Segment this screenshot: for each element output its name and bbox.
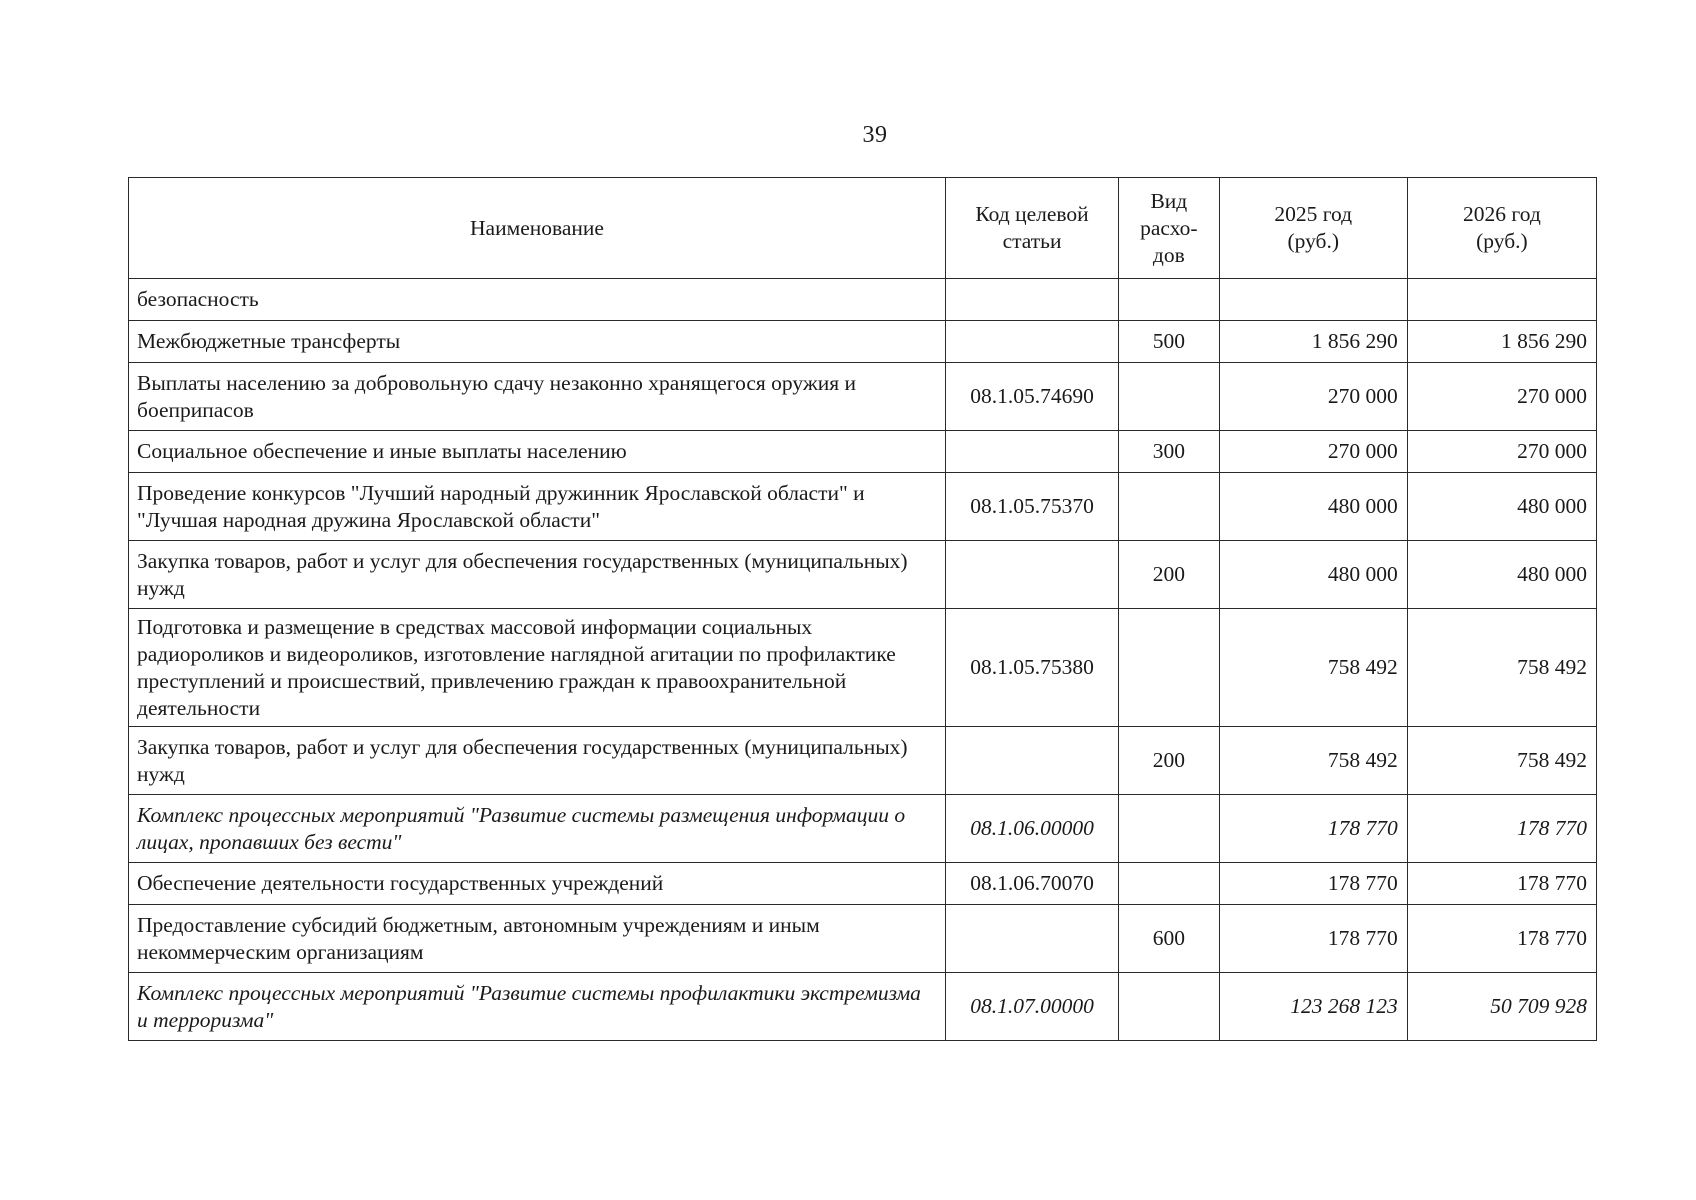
cell-expense-type bbox=[1119, 363, 1220, 431]
cell-name: Социальное обеспечение и иные выплаты населению bbox=[129, 431, 946, 473]
cell-code: 08.1.07.00000 bbox=[946, 973, 1119, 1041]
table-row bbox=[129, 431, 1597, 473]
cell-amount-2025: 758 492 bbox=[1219, 727, 1407, 795]
cell-amount-2026: 178 770 bbox=[1407, 795, 1596, 863]
cell-amount-2025: 123 268 123 bbox=[1219, 973, 1407, 1041]
table-row bbox=[129, 473, 1597, 541]
cell-expense-type bbox=[1119, 279, 1220, 321]
cell-code bbox=[946, 431, 1119, 473]
header-code: Код целевой статьи bbox=[946, 178, 1119, 279]
cell-code: 08.1.05.75380 bbox=[946, 609, 1119, 727]
cell-expense-type bbox=[1119, 473, 1220, 541]
cell-amount-2025: 270 000 bbox=[1219, 363, 1407, 431]
cell-amount-2026 bbox=[1407, 279, 1596, 321]
cell-expense-type: 500 bbox=[1119, 321, 1220, 363]
cell-code bbox=[946, 905, 1119, 973]
cell-amount-2025: 178 770 bbox=[1219, 795, 1407, 863]
cell-expense-type: 600 bbox=[1119, 905, 1220, 973]
cell-amount-2025: 178 770 bbox=[1219, 905, 1407, 973]
cell-name: Закупка товаров, работ и услуг для обеспечения государственных (муниципальных) нужд bbox=[129, 727, 946, 795]
header-2025: 2025 год (руб.) bbox=[1219, 178, 1407, 279]
cell-name: Межбюджетные трансферты bbox=[129, 321, 946, 363]
table-row bbox=[129, 863, 1597, 905]
cell-amount-2025: 480 000 bbox=[1219, 541, 1407, 609]
cell-expense-type: 200 bbox=[1119, 541, 1220, 609]
cell-name: Проведение конкурсов "Лучший народный дружинник Ярославской области" и "Лучшая народная дружина Ярославской области" bbox=[129, 473, 946, 541]
table-row bbox=[129, 321, 1597, 363]
cell-expense-type bbox=[1119, 609, 1220, 727]
table-body bbox=[129, 279, 1597, 1041]
cell-amount-2026: 480 000 bbox=[1407, 473, 1596, 541]
page-number: 39 bbox=[862, 122, 888, 148]
cell-amount-2025: 758 492 bbox=[1219, 609, 1407, 727]
cell-code bbox=[946, 279, 1119, 321]
table-row bbox=[129, 905, 1597, 973]
cell-code bbox=[946, 321, 1119, 363]
cell-amount-2025: 480 000 bbox=[1219, 473, 1407, 541]
cell-code bbox=[946, 727, 1119, 795]
cell-expense-type bbox=[1119, 795, 1220, 863]
cell-amount-2026: 270 000 bbox=[1407, 363, 1596, 431]
cell-amount-2025: 1 856 290 bbox=[1219, 321, 1407, 363]
cell-amount-2026: 178 770 bbox=[1407, 863, 1596, 905]
cell-name: безопасность bbox=[129, 279, 946, 321]
cell-amount-2026: 178 770 bbox=[1407, 905, 1596, 973]
table-row bbox=[129, 727, 1597, 795]
cell-amount-2026: 1 856 290 bbox=[1407, 321, 1596, 363]
cell-name: Предоставление субсидий бюджетным, автономным учреждениям и иным некоммерческим организациям bbox=[129, 905, 946, 973]
table-row bbox=[129, 279, 1597, 321]
cell-code: 08.1.06.70070 bbox=[946, 863, 1119, 905]
cell-expense-type: 300 bbox=[1119, 431, 1220, 473]
cell-amount-2026: 758 492 bbox=[1407, 609, 1596, 727]
cell-amount-2026: 50 709 928 bbox=[1407, 973, 1596, 1041]
header-name: Наименование bbox=[129, 178, 946, 279]
table-header-row bbox=[129, 178, 1597, 279]
budget-table bbox=[128, 177, 1597, 1041]
table-row bbox=[129, 795, 1597, 863]
table-row bbox=[129, 363, 1597, 431]
cell-amount-2025: 270 000 bbox=[1219, 431, 1407, 473]
cell-code bbox=[946, 541, 1119, 609]
table-row bbox=[129, 973, 1597, 1041]
table-row bbox=[129, 541, 1597, 609]
header-type: Вид расхо- дов bbox=[1119, 178, 1220, 279]
cell-name: Закупка товаров, работ и услуг для обеспечения государственных (муниципальных) нужд bbox=[129, 541, 946, 609]
cell-name: Комплекс процессных мероприятий "Развитие системы размещения информации о лицах, пропавших без вести" bbox=[129, 795, 946, 863]
cell-name: Комплекс процессных мероприятий "Развитие системы профилактики экстремизма и терроризма" bbox=[129, 973, 946, 1041]
cell-amount-2026: 480 000 bbox=[1407, 541, 1596, 609]
cell-code: 08.1.05.75370 bbox=[946, 473, 1119, 541]
cell-code: 08.1.05.74690 bbox=[946, 363, 1119, 431]
cell-name: Выплаты населению за добровольную сдачу незаконно хранящегося оружия и боеприпасов bbox=[129, 363, 946, 431]
cell-expense-type: 200 bbox=[1119, 727, 1220, 795]
cell-amount-2025 bbox=[1219, 279, 1407, 321]
cell-code: 08.1.06.00000 bbox=[946, 795, 1119, 863]
header-2026: 2026 год (руб.) bbox=[1407, 178, 1596, 279]
cell-name: Обеспечение деятельности государственных учреждений bbox=[129, 863, 946, 905]
cell-amount-2026: 758 492 bbox=[1407, 727, 1596, 795]
cell-amount-2025: 178 770 bbox=[1219, 863, 1407, 905]
table-row bbox=[129, 609, 1597, 727]
cell-expense-type bbox=[1119, 863, 1220, 905]
cell-amount-2026: 270 000 bbox=[1407, 431, 1596, 473]
cell-expense-type bbox=[1119, 973, 1220, 1041]
cell-name: Подготовка и размещение в средствах массовой информации социальных радиороликов и видеороликов, изготовление наглядной агитации по профилактике преступлений и происшествий, привлечению граждан к правоохранительной деятельности bbox=[129, 609, 946, 727]
